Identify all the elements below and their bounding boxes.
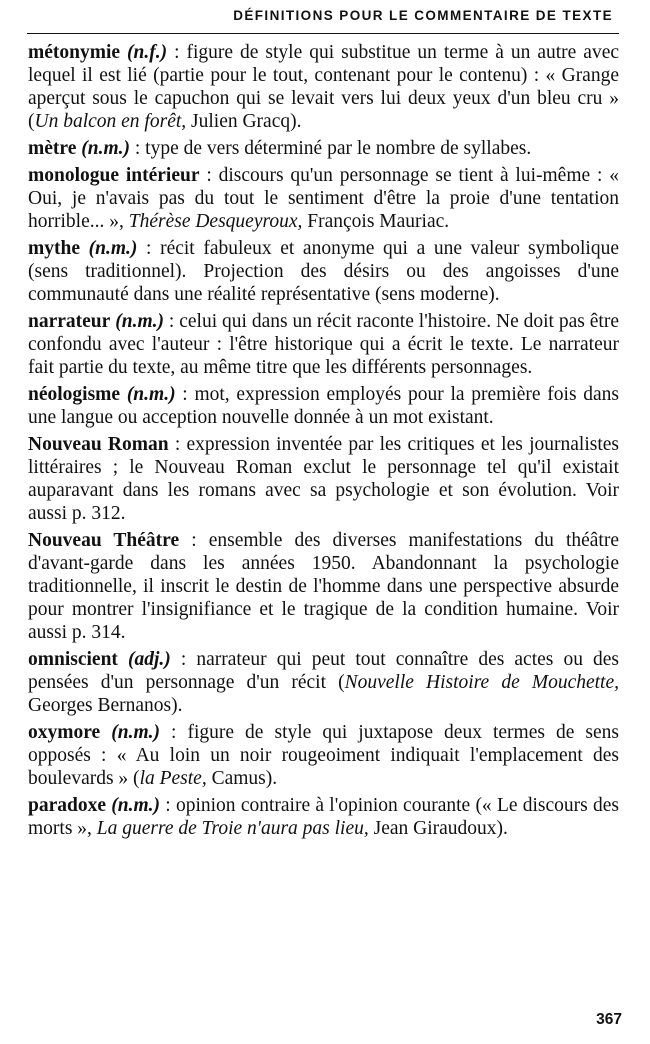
entry-term: néologisme: [28, 384, 121, 405]
entry-term: mythe: [28, 238, 80, 259]
definitions-list: [28, 41, 619, 844]
entry-separator: :: [175, 384, 195, 405]
entry-separator: :: [170, 649, 197, 670]
entry-citation-title: Nouvelle Histoire de Mouchette,: [344, 672, 619, 693]
entry-omniscient: [28, 648, 619, 717]
entry-term: narrateur: [28, 311, 111, 332]
entry-definition: figure de style qui substitue un terme à un autre avec lequel il est lié (partie pour le tout, contenant pour le contenu) : « Grange aperçut sous le capuchon qui se levait vers lui deux yeux d'un bleu cru » (: [28, 42, 620, 132]
entry-term: mètre: [28, 138, 77, 159]
entry-paradoxe: [28, 794, 619, 840]
entry-definition: récit fabuleux et anonyme qui a une valeur symbolique (sens traditionnel). Projection des désirs ou des angoisses d'une communauté dans une réalité représentative (sens moderne).: [28, 238, 620, 305]
entry-citation-title: La guerre de Troie n'aura pas lieu,: [96, 818, 369, 839]
entry-grammar: (n.m.): [111, 722, 160, 743]
header-rule: [27, 33, 619, 34]
entry-citation-author: François Mauriac.: [302, 211, 450, 232]
entry-grammar: (n.m.): [126, 384, 176, 405]
entry-separator: :: [168, 434, 187, 455]
entry-term: oxymore: [28, 722, 101, 743]
entry-monologue-interieur: [28, 164, 619, 233]
entry-definition: type de vers déterminé par le nombre de syllabes.: [145, 138, 532, 159]
entry-definition: ensemble des diverses manifestations du théâtre d'avant-garde dans les années 1950. Abandonnant la psychologie traditionnelle, il inscrit le destin de l'homme dans une perspective absurde pour montrer l'insignifiance et le tragique de la condition humaine. Voir aussi p. 314.: [28, 530, 619, 643]
entry-grammar: (n.m.): [81, 138, 130, 159]
entry-citation-title: Thérèse Desqueyroux,: [128, 211, 303, 232]
entry-definition: discours qu'un personnage se tient à lui-même : « Oui, je n'avais pas du tout le sentiment d'être la proie d'une tentation horrible... »,: [28, 165, 619, 232]
page-number: 367: [596, 1011, 622, 1028]
entry-definition: expression inventée par les critiques et les journalistes littéraires ; le Nouveau Roman exclut le personnage tel qu'il existait auparavant dans les romans avec sa psychologie et son évolution. Voir aussi p. 312.: [28, 434, 619, 524]
entry-nouveau-theatre: [28, 529, 619, 644]
entry-separator: :: [167, 42, 187, 63]
entry-definition: opinion contraire à l'opinion courante (« Le discours des morts »,: [28, 795, 620, 839]
entry-term: monologue intérieur: [28, 165, 200, 186]
entry-nouveau-roman: [28, 433, 619, 525]
entry-citation-title: la Peste,: [139, 768, 207, 789]
entry-neologisme: [28, 383, 619, 429]
entry-separator: :: [163, 311, 180, 332]
entry-term: Nouveau Roman: [28, 434, 169, 455]
entry-term: métonymie: [28, 42, 121, 63]
entry-grammar: (adj.): [127, 649, 171, 670]
entry-grammar: (n.m.): [111, 795, 161, 816]
entry-citation-title: Un balcon en forêt,: [34, 111, 187, 132]
entry-grammar: (n.f.): [127, 42, 168, 63]
entry-grammar: (n.m.): [88, 238, 138, 259]
entry-metonymie: [28, 41, 619, 133]
entry-oxymore: [28, 721, 619, 790]
entry-citation-author: Camus).: [206, 768, 278, 789]
running-title: DÉFINITIONS POUR LE COMMENTAIRE DE TEXTE: [233, 8, 613, 23]
entry-definition: celui qui dans un récit raconte l'histoire. Ne doit pas être confondu avec l'auteur : l'être historique qui a écrit le texte. Le narrateur fait partie du texte, au même titre que les différents personnages.: [28, 311, 620, 378]
entry-mythe: [28, 237, 619, 306]
entry-separator: :: [199, 165, 219, 186]
entry-term: paradoxe: [28, 795, 106, 816]
entry-separator: :: [159, 722, 188, 743]
entry-separator: :: [179, 530, 209, 551]
entry-definition: figure de style qui juxtapose deux termes de sens opposés : « Au loin un noir rougeoiment indiquait l'emplacement des boulevards » (: [28, 722, 620, 789]
entry-separator: :: [129, 138, 146, 159]
entry-metre: [28, 137, 619, 160]
entry-term: omniscient: [28, 649, 118, 670]
entry-separator: :: [160, 795, 176, 816]
entry-term: Nouveau Théâtre: [28, 530, 180, 551]
entry-separator: :: [137, 238, 161, 259]
entry-citation-author: Jean Giraudoux).: [368, 818, 508, 839]
entry-citation-author: Georges Bernanos).: [28, 695, 183, 716]
entry-citation-author: Julien Gracq).: [186, 111, 302, 132]
entry-definition: mot, expression employés pour la première fois dans une langue ou acception nouvelle donnée à un mot existant.: [28, 384, 620, 428]
entry-grammar: (n.m.): [115, 311, 164, 332]
entry-narrateur: [28, 310, 619, 379]
entry-definition: narrateur qui peut tout connaître des actes ou des pensées d'un personnage d'un récit (: [28, 649, 619, 693]
